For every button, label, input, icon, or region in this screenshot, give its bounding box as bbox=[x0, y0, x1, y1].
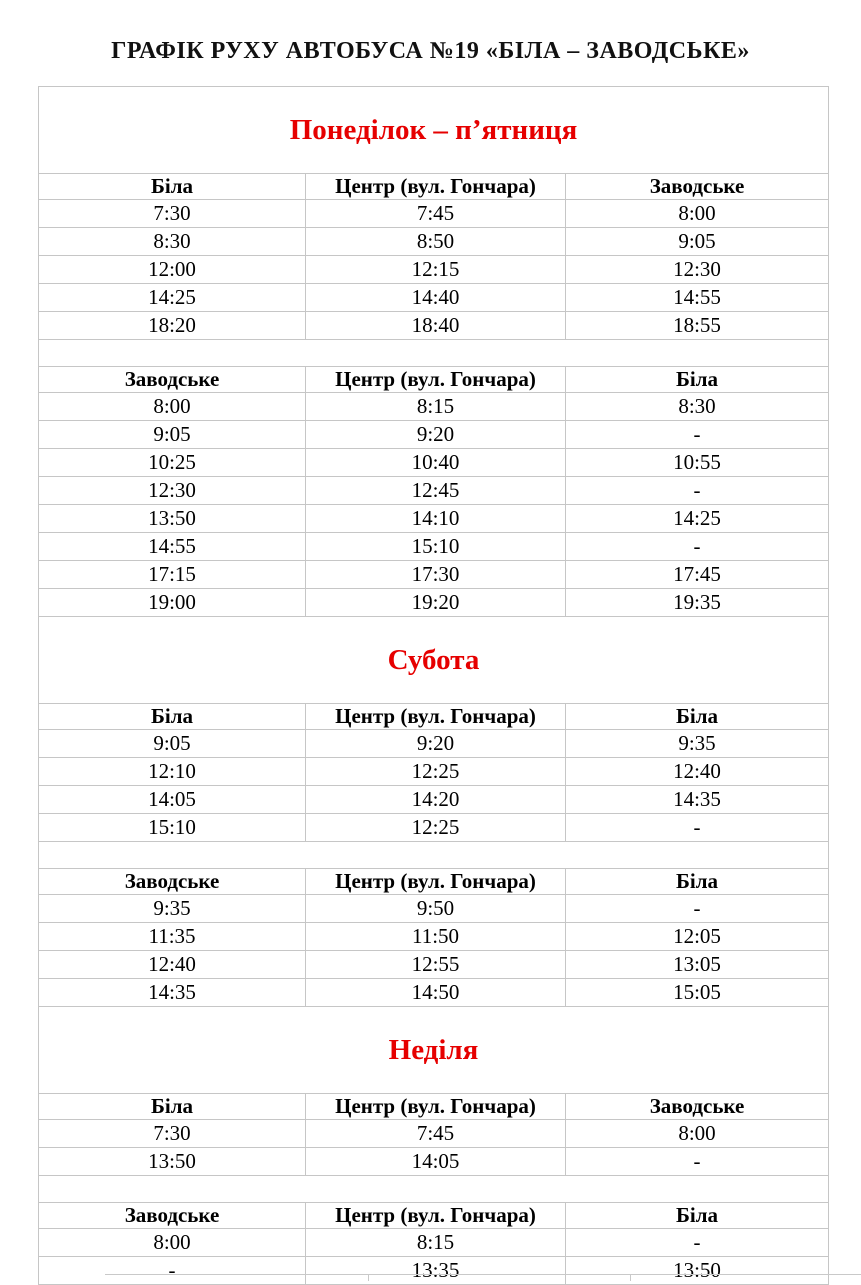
time-cell: - bbox=[566, 895, 829, 923]
column-header: Біла bbox=[566, 869, 829, 895]
time-cell: 7:30 bbox=[39, 200, 306, 228]
table-row bbox=[39, 1148, 829, 1176]
time-cell: 7:45 bbox=[306, 200, 566, 228]
column-header: Біла bbox=[566, 367, 829, 393]
table-row bbox=[39, 1120, 829, 1148]
time-cell: 12:45 bbox=[306, 477, 566, 505]
time-cell: 14:55 bbox=[566, 284, 829, 312]
time-cell: - bbox=[566, 477, 829, 505]
section-title: Субота bbox=[39, 617, 829, 704]
time-cell: 7:45 bbox=[306, 1120, 566, 1148]
column-header: Біла bbox=[39, 174, 306, 200]
time-cell: 15:10 bbox=[306, 533, 566, 561]
time-cell: 15:10 bbox=[39, 814, 306, 842]
time-cell: 14:25 bbox=[39, 284, 306, 312]
time-cell: 9:05 bbox=[39, 421, 306, 449]
spacer-row bbox=[39, 842, 829, 869]
table-row bbox=[39, 284, 829, 312]
time-cell: 12:25 bbox=[306, 814, 566, 842]
table-row bbox=[39, 786, 829, 814]
table-row bbox=[39, 895, 829, 923]
spacer-row bbox=[39, 1176, 829, 1203]
column-header: Центр (вул. Гончара) bbox=[306, 704, 566, 730]
column-header: Біла bbox=[39, 704, 306, 730]
table-row bbox=[39, 923, 829, 951]
column-header: Заводське bbox=[566, 1094, 829, 1120]
table-row bbox=[39, 758, 829, 786]
time-cell: - bbox=[566, 1148, 829, 1176]
table-row bbox=[39, 421, 829, 449]
time-cell: 18:55 bbox=[566, 312, 829, 340]
header-row bbox=[39, 869, 829, 895]
time-cell: 14:05 bbox=[39, 786, 306, 814]
time-cell: 14:10 bbox=[306, 505, 566, 533]
table-row bbox=[39, 979, 829, 1007]
column-header: Центр (вул. Гончара) bbox=[306, 367, 566, 393]
time-cell: - bbox=[566, 814, 829, 842]
time-cell: 14:40 bbox=[306, 284, 566, 312]
header-row bbox=[39, 1094, 829, 1120]
time-cell: 14:20 bbox=[306, 786, 566, 814]
time-cell: - bbox=[39, 1257, 306, 1285]
time-cell: 18:20 bbox=[39, 312, 306, 340]
table-row bbox=[39, 312, 829, 340]
time-cell: 12:55 bbox=[306, 951, 566, 979]
time-cell: 14:35 bbox=[39, 979, 306, 1007]
time-cell: 19:00 bbox=[39, 589, 306, 617]
page-title: ГРАФІК РУХУ АВТОБУСА №19 «БІЛА – ЗАВОДСЬКЕ» bbox=[111, 38, 750, 64]
table-row bbox=[39, 505, 829, 533]
time-cell: 12:00 bbox=[39, 256, 306, 284]
header-row bbox=[39, 704, 829, 730]
header-row bbox=[39, 1203, 829, 1229]
time-cell: 12:05 bbox=[566, 923, 829, 951]
time-cell: 13:50 bbox=[39, 505, 306, 533]
time-cell: 8:30 bbox=[566, 393, 829, 421]
table-row bbox=[39, 477, 829, 505]
time-cell: 8:30 bbox=[39, 228, 306, 256]
time-cell: 17:30 bbox=[306, 561, 566, 589]
column-header: Центр (вул. Гончара) bbox=[306, 174, 566, 200]
time-cell: 13:50 bbox=[566, 1257, 829, 1285]
time-cell: 11:35 bbox=[39, 923, 306, 951]
column-header: Центр (вул. Гончара) bbox=[306, 869, 566, 895]
time-cell: 14:05 bbox=[306, 1148, 566, 1176]
header-row bbox=[39, 174, 829, 200]
table-row bbox=[39, 393, 829, 421]
column-header: Заводське bbox=[566, 174, 829, 200]
column-header: Центр (вул. Гончара) bbox=[306, 1203, 566, 1229]
time-cell: 8:15 bbox=[306, 393, 566, 421]
table-row bbox=[39, 228, 829, 256]
time-cell: 12:30 bbox=[566, 256, 829, 284]
time-cell: 9:05 bbox=[566, 228, 829, 256]
time-cell: 10:55 bbox=[566, 449, 829, 477]
table-row bbox=[39, 589, 829, 617]
table-row bbox=[39, 200, 829, 228]
column-header: Центр (вул. Гончара) bbox=[306, 1094, 566, 1120]
schedule-body bbox=[39, 87, 829, 1285]
time-cell: - bbox=[566, 421, 829, 449]
partial-table-divider bbox=[630, 1275, 631, 1281]
time-cell: 9:50 bbox=[306, 895, 566, 923]
time-cell: 14:35 bbox=[566, 786, 829, 814]
time-cell: - bbox=[566, 533, 829, 561]
time-cell: 19:20 bbox=[306, 589, 566, 617]
time-cell: 12:30 bbox=[39, 477, 306, 505]
time-cell: 10:25 bbox=[39, 449, 306, 477]
time-cell: 9:20 bbox=[306, 421, 566, 449]
column-header: Заводське bbox=[39, 1203, 306, 1229]
time-cell: 7:30 bbox=[39, 1120, 306, 1148]
time-cell: 9:35 bbox=[39, 895, 306, 923]
time-cell: 8:00 bbox=[39, 1229, 306, 1257]
time-cell: 13:50 bbox=[39, 1148, 306, 1176]
time-cell: 8:00 bbox=[566, 200, 829, 228]
table-row bbox=[39, 449, 829, 477]
schedule-table bbox=[38, 86, 829, 1285]
table-row bbox=[39, 561, 829, 589]
time-cell: 9:05 bbox=[39, 730, 306, 758]
section-title: Неділя bbox=[39, 1007, 829, 1094]
time-cell: 13:05 bbox=[566, 951, 829, 979]
time-cell: 9:20 bbox=[306, 730, 566, 758]
table-row bbox=[39, 730, 829, 758]
time-cell: 12:25 bbox=[306, 758, 566, 786]
time-cell: 12:40 bbox=[39, 951, 306, 979]
time-cell: 13:35 bbox=[306, 1257, 566, 1285]
section-title: Понеділок – п’ятниця bbox=[39, 87, 829, 174]
table-row bbox=[39, 533, 829, 561]
spacer-row bbox=[39, 340, 829, 367]
header-row bbox=[39, 367, 829, 393]
time-cell: 14:25 bbox=[566, 505, 829, 533]
time-cell: 19:35 bbox=[566, 589, 829, 617]
time-cell: 10:40 bbox=[306, 449, 566, 477]
table-row bbox=[39, 814, 829, 842]
time-cell: 14:55 bbox=[39, 533, 306, 561]
time-cell: 8:50 bbox=[306, 228, 566, 256]
time-cell: 9:35 bbox=[566, 730, 829, 758]
table-row bbox=[39, 1229, 829, 1257]
table-row bbox=[39, 256, 829, 284]
time-cell: 18:40 bbox=[306, 312, 566, 340]
time-cell: 12:10 bbox=[39, 758, 306, 786]
time-cell: 12:40 bbox=[566, 758, 829, 786]
time-cell: 17:15 bbox=[39, 561, 306, 589]
column-header: Біла bbox=[566, 704, 829, 730]
column-header: Біла bbox=[39, 1094, 306, 1120]
time-cell: 8:00 bbox=[566, 1120, 829, 1148]
table-row bbox=[39, 951, 829, 979]
column-header: Заводське bbox=[39, 367, 306, 393]
time-cell: 8:15 bbox=[306, 1229, 566, 1257]
column-header: Заводське bbox=[39, 869, 306, 895]
time-cell: 8:00 bbox=[39, 393, 306, 421]
time-cell: 15:05 bbox=[566, 979, 829, 1007]
time-cell: 17:45 bbox=[566, 561, 829, 589]
time-cell: 12:15 bbox=[306, 256, 566, 284]
partial-table-divider bbox=[368, 1275, 369, 1281]
time-cell: - bbox=[566, 1229, 829, 1257]
time-cell: 14:50 bbox=[306, 979, 566, 1007]
column-header: Біла bbox=[566, 1203, 829, 1229]
time-cell: 11:50 bbox=[306, 923, 566, 951]
